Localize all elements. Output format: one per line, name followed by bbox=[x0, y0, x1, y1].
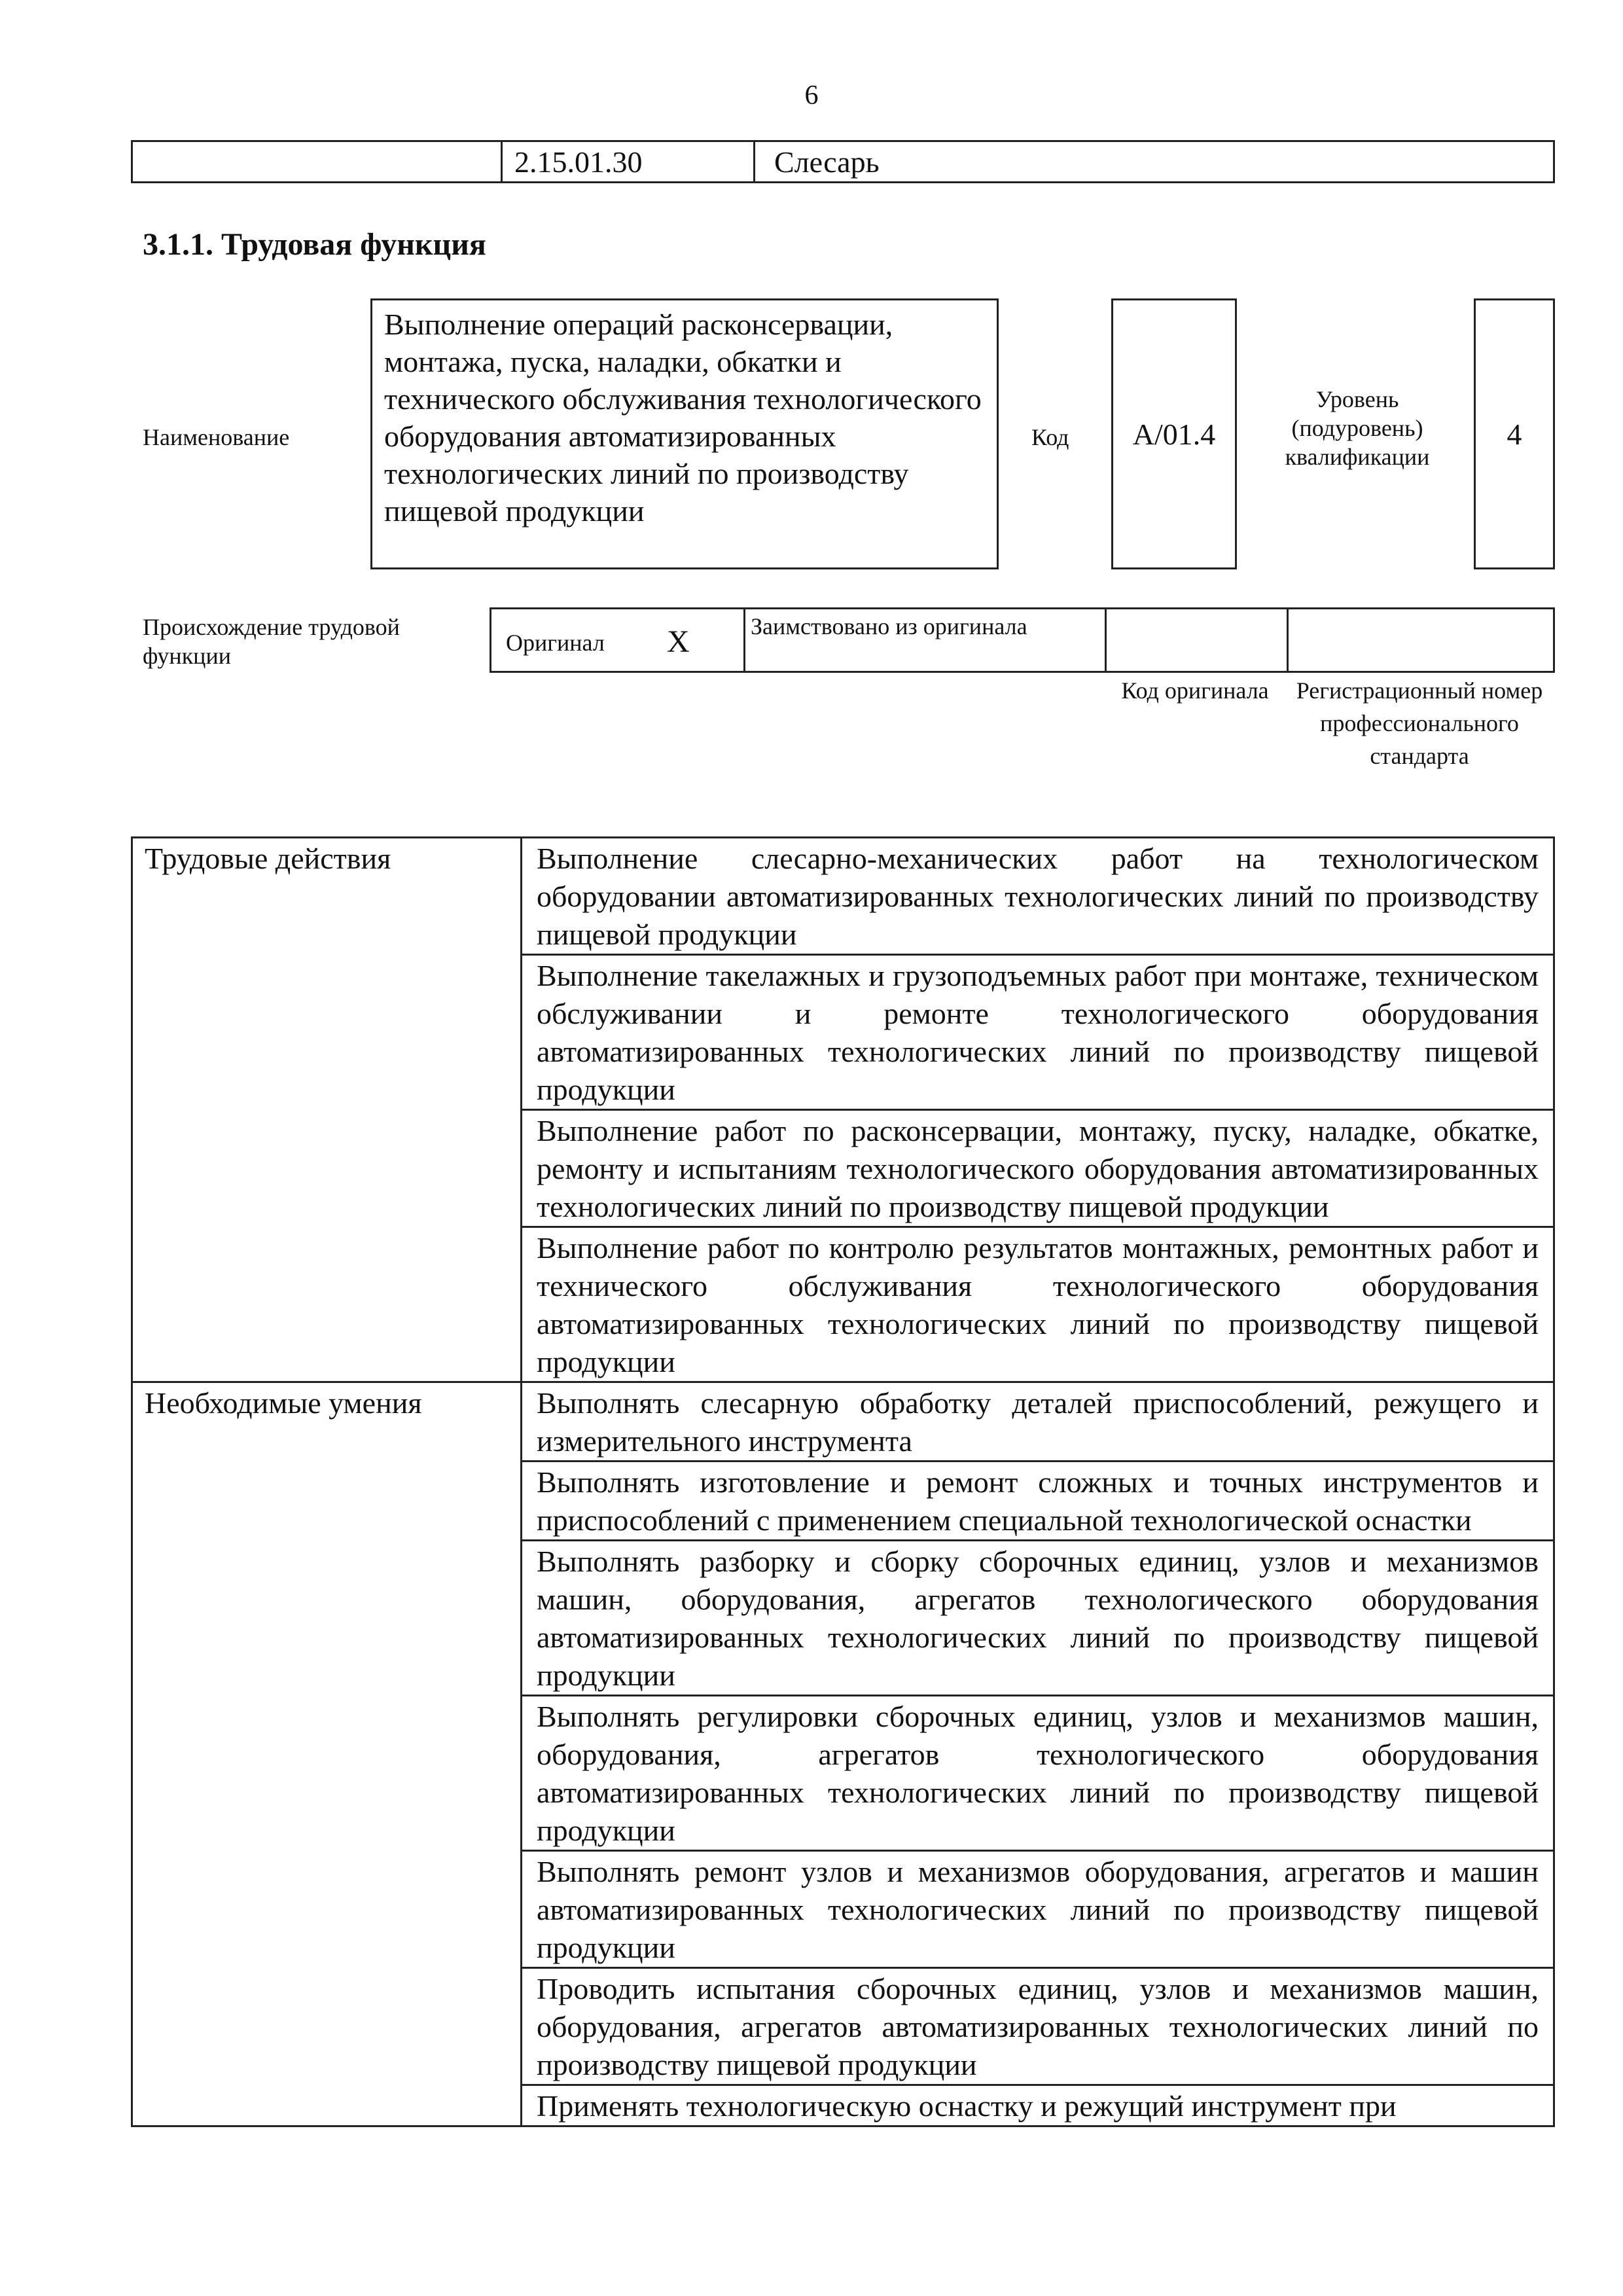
origin-original-label: Оригинал bbox=[506, 630, 605, 656]
origin-borrowed-cell bbox=[745, 609, 1107, 671]
qualification-level-value: 4 bbox=[1507, 417, 1522, 451]
labor-action-item: Выполнение слесарно-механических работ на технологическом оборудовании автоматизированных технологических линий по производству пищевой продукции bbox=[522, 838, 1554, 955]
origin-code-sublabel: Код оригинала bbox=[1121, 677, 1269, 704]
function-code-box bbox=[1111, 298, 1237, 569]
section-heading: 3.1.1. Трудовая функция bbox=[143, 227, 486, 262]
occupation-name: Слесарь bbox=[774, 145, 880, 179]
required-skill-item: Проводить испытания сборочных единиц, узлов и механизмов машин, оборудования, агрегатов автоматизированных технологических линий по производству пищевой продукции bbox=[522, 1968, 1554, 2085]
origin-mark-cell bbox=[491, 609, 745, 671]
function-name-label: Наименование bbox=[143, 424, 290, 450]
labor-action-item: Выполнение работ по контролю результатов монтажных, ремонтных работ и технического обслуживания технологического оборудования автоматизированных технологических линий по производству пищевой продукции bbox=[522, 1227, 1554, 1382]
origin-code-cell bbox=[1107, 609, 1289, 671]
required-skill-item: Выполнять слесарную обработку деталей приспособлений, режущего и измерительного инструмента bbox=[522, 1382, 1554, 1462]
origin-reg-number-sublabel: Регистрационный номер профессионального стандарта bbox=[1296, 677, 1543, 769]
qualification-level-box bbox=[1474, 298, 1555, 569]
origin-table bbox=[490, 607, 1555, 673]
labor-actions-label: Трудовые действия bbox=[132, 838, 522, 1382]
labor-action-item: Выполнение работ по расконсервации, монтажу, пуску, наладке, обкатке, ремонту и испытаниям технологического оборудования автоматизированных технологических линий по производству пищевой продукции bbox=[522, 1110, 1554, 1227]
table-row bbox=[132, 838, 1554, 955]
function-code-label: Код bbox=[1031, 424, 1069, 450]
required-skills-label: Необходимые умения bbox=[132, 1382, 522, 2126]
function-details-table bbox=[131, 836, 1555, 2127]
required-skill-item: Применять технологическую оснастку и режущий инструмент при bbox=[522, 2085, 1554, 2126]
occupation-code: 2.15.01.30 bbox=[503, 142, 755, 181]
occupation-code-table bbox=[131, 140, 1555, 183]
required-skill-item: Выполнять разборку и сборку сборочных единиц, узлов и механизмов машин, оборудования, агрегатов технологического оборудования автоматизированных технологических линий по производству пищевой продукции bbox=[522, 1541, 1554, 1696]
function-name-box bbox=[370, 298, 999, 569]
function-code-value: А/01.4 bbox=[1132, 417, 1216, 451]
required-skill-item: Выполнять ремонт узлов и механизмов оборудования, агрегатов и машин автоматизированных технологических линий по производству пищевой продукции bbox=[522, 1851, 1554, 1968]
labor-action-item: Выполнение такелажных и грузоподъемных работ при монтаже, техническом обслуживании и ремонте технологического оборудования автоматизированных технологических линий по производству пищевой продукции bbox=[522, 955, 1554, 1110]
required-skill-item: Выполнять регулировки сборочных единиц, узлов и механизмов машин, оборудования, агрегатов технологического оборудования автоматизированных технологических линий по производству пищевой продукции bbox=[522, 1696, 1554, 1851]
origin-borrowed-label: Заимствовано из оригинала bbox=[751, 613, 1027, 639]
origin-reg-number-cell bbox=[1289, 609, 1553, 671]
function-name-value: Выполнение операций расконсервации, монтажа, пуска, наладки, обкатки и технического обслуживания технологического оборудования автоматизированных технологических линий по производству пищевой продукции bbox=[384, 308, 982, 528]
code-table-empty-cell bbox=[133, 142, 503, 181]
origin-original-mark: X bbox=[667, 624, 690, 659]
required-skill-item: Выполнять изготовление и ремонт сложных и точных инструментов и приспособлений с применением специальной технологической оснастки bbox=[522, 1462, 1554, 1541]
page-number: 6 bbox=[804, 81, 819, 111]
origin-label: Происхождение трудовой функции bbox=[143, 614, 400, 669]
qualification-level-label: Уровень (подуровень) квалификации bbox=[1285, 386, 1430, 470]
table-row bbox=[132, 1382, 1554, 1462]
